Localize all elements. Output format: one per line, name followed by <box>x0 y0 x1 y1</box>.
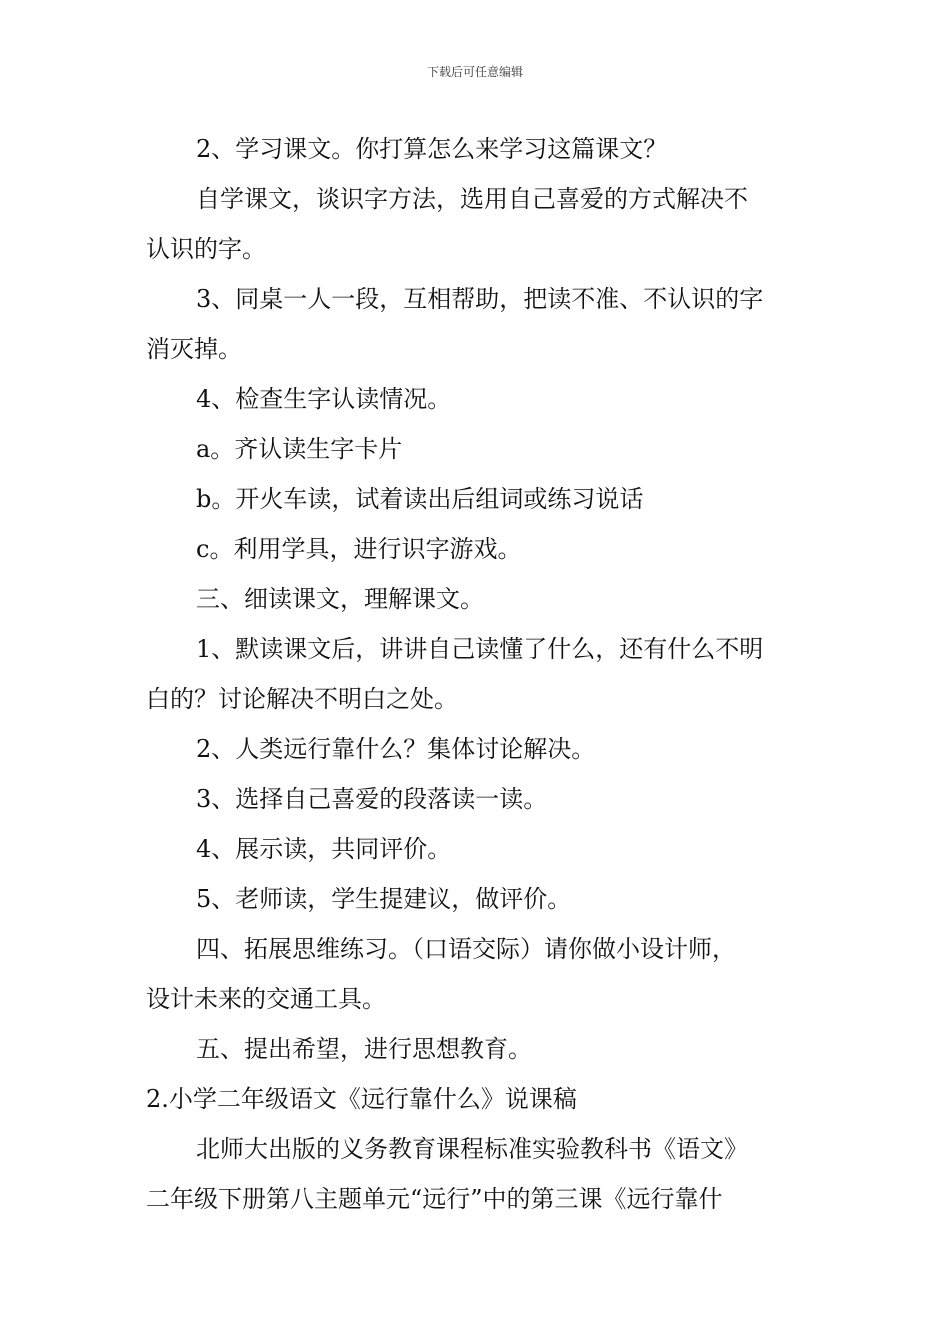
text-line: 2、人类远行靠什么？集体讨论解决。 <box>196 735 596 763</box>
section-heading: 五、提出希望，进行思想教育。 <box>196 1035 532 1063</box>
text-line: 设计未来的交通工具。 <box>146 985 386 1013</box>
text-line: b。开火车读，试着读出后组词或练习说话 <box>196 485 644 513</box>
text-line: 3、选择自己喜爱的段落读一读。 <box>196 785 548 813</box>
text-line: 5、老师读，学生提建议，做评价。 <box>196 885 572 913</box>
document-title: 2.小学二年级语文《远行靠什么》说课稿 <box>146 1085 577 1113</box>
text-line: 1、默读课文后，讲讲自己读懂了什么，还有什么不明 <box>196 635 764 663</box>
text-line: 自学课文，谈识字方法，选用自己喜爱的方式解决不 <box>196 185 748 213</box>
text-line: a。齐认读生字卡片 <box>196 435 403 463</box>
text-line: 北师大出版的义务教育课程标准实验教科书《语文》 <box>196 1135 748 1163</box>
text-line: 4、检查生字认读情况。 <box>196 385 452 413</box>
text-line: 白的？讨论解决不明白之处。 <box>146 685 458 713</box>
text-line: c。利用学具，进行识字游戏。 <box>196 535 522 563</box>
document-body <box>146 124 812 1224</box>
text-line: 2、学习课文。你打算怎么来学习这篇课文？ <box>196 135 668 163</box>
section-heading: 三、细读课文，理解课文。 <box>196 585 484 613</box>
text-line: 二年级下册第八主题单元“远行”中的第三课《远行靠什 <box>146 1185 723 1213</box>
text-line: 4、展示读，共同评价。 <box>196 835 452 863</box>
page-header: 下载后可任意编辑 <box>426 65 523 79</box>
text-line: 3、同桌一人一段，互相帮助，把读不准、不认识的字 <box>196 285 764 313</box>
text-line: 认识的字。 <box>146 235 266 263</box>
section-heading: 四、拓展思维练习。（口语交际）请你做小设计师， <box>196 935 736 963</box>
text-line: 消灭掉。 <box>146 335 242 363</box>
